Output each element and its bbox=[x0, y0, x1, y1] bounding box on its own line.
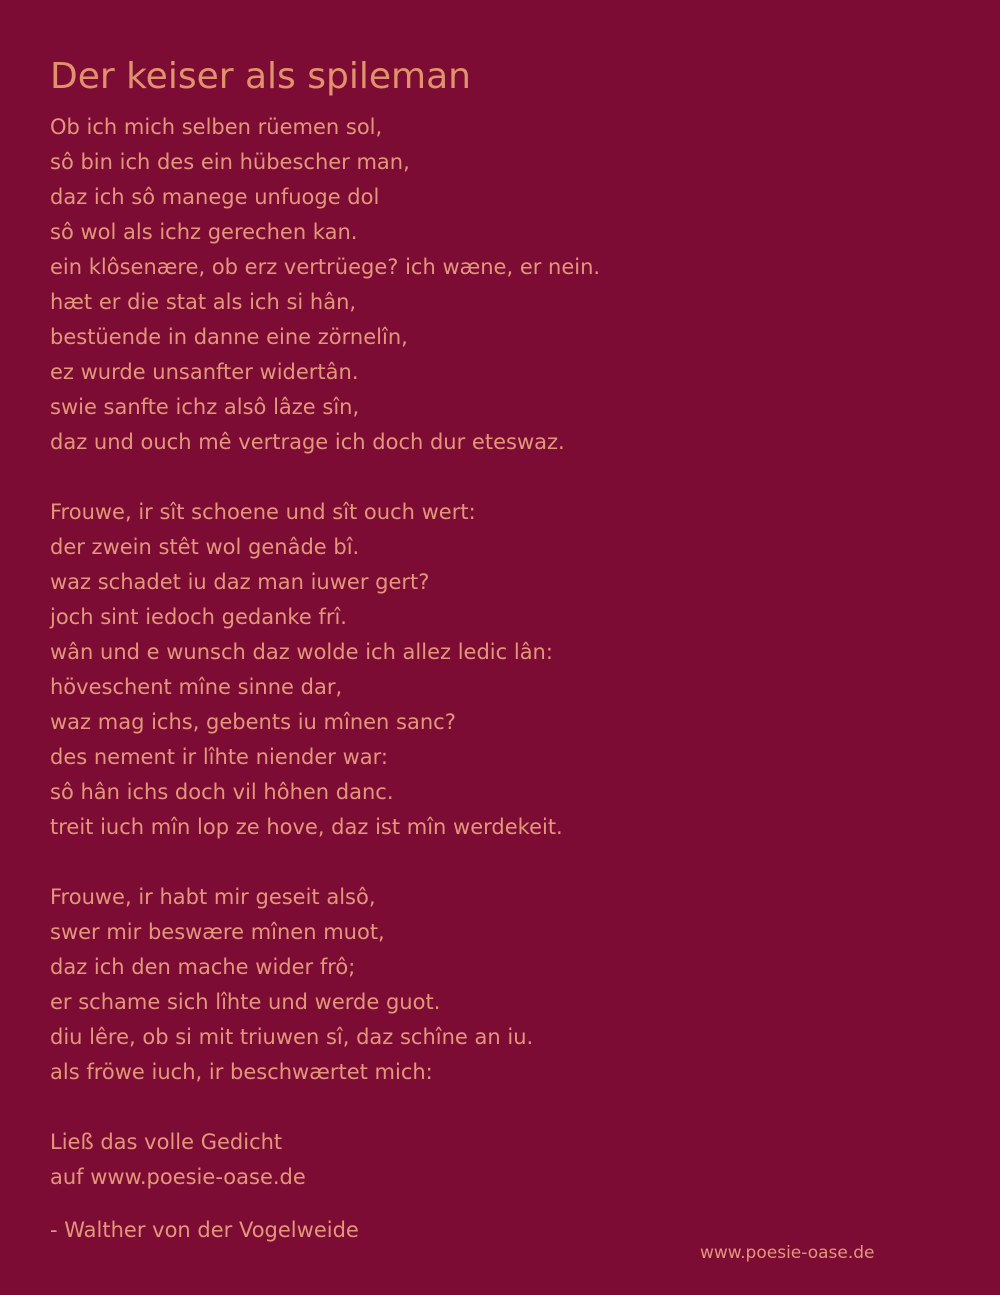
site-watermark: www.poesie-oase.de bbox=[700, 1243, 875, 1263]
poem-line: daz und ouch mê vertrage ich doch dur eteswaz. bbox=[50, 430, 565, 454]
read-more-note bbox=[50, 1125, 600, 1195]
poem-line: bestüende in danne eine zörnelîn, bbox=[50, 325, 408, 349]
poem-line: wân und e wunsch daz wolde ich allez ledic lân: bbox=[50, 640, 553, 664]
read-more-line: Ließ das volle Gedicht bbox=[50, 1130, 283, 1154]
poem-line: sô wol als ichz gerechen kan. bbox=[50, 220, 358, 244]
poem-line: ein klôsenære, ob erz vertrüege? ich wæne, er nein. bbox=[50, 255, 601, 279]
stanza-2 bbox=[50, 495, 600, 845]
poem-line: er schame sich lîhte und werde guot. bbox=[50, 990, 441, 1014]
stanza-3 bbox=[50, 880, 600, 1090]
poem-author: - Walther von der Vogelweide bbox=[50, 1218, 359, 1242]
poem-line: hæt er die stat als ich si hân, bbox=[50, 290, 357, 314]
poem-line: swer mir beswære mînen muot, bbox=[50, 920, 385, 944]
poem-line: der zwein stêt wol genâde bî. bbox=[50, 535, 360, 559]
poem-line: des nement ir lîhte niender war: bbox=[50, 745, 388, 769]
poem-line: sô bin ich des ein hübescher man, bbox=[50, 150, 410, 174]
poem-line: daz ich den mache wider frô; bbox=[50, 955, 356, 979]
read-more-line: auf www.poesie-oase.de bbox=[50, 1165, 306, 1189]
poem-title: Der keiser als spileman bbox=[50, 56, 471, 97]
poem-line: Frouwe, ir sît schoene und sît ouch wert: bbox=[50, 500, 476, 524]
poem-line: waz schadet iu daz man iuwer gert? bbox=[50, 570, 430, 594]
poem-line: sô hân ichs doch vil hôhen danc. bbox=[50, 780, 394, 804]
poem-line: joch sint iedoch gedanke frî. bbox=[50, 605, 347, 629]
poem-line: als fröwe iuch, ir beschwærtet mich: bbox=[50, 1060, 433, 1084]
poem-line: swie sanfte ichz alsô lâze sîn, bbox=[50, 395, 360, 419]
poem-line: höveschent mîne sinne dar, bbox=[50, 675, 343, 699]
poem-line: waz mag ichs, gebents iu mînen sanc? bbox=[50, 710, 456, 734]
poem-line: diu lêre, ob si mit triuwen sî, daz schîne an iu. bbox=[50, 1025, 534, 1049]
poem-line: Ob ich mich selben rüemen sol, bbox=[50, 115, 383, 139]
stanza-1 bbox=[50, 110, 600, 460]
poem-line: ez wurde unsanfter widertân. bbox=[50, 360, 359, 384]
poem-body bbox=[50, 110, 600, 1230]
poem-line: daz ich sô manege unfuoge dol bbox=[50, 185, 380, 209]
poem-line: Frouwe, ir habt mir geseit alsô, bbox=[50, 885, 376, 909]
poem-line: treit iuch mîn lop ze hove, daz ist mîn werdekeit. bbox=[50, 815, 563, 839]
